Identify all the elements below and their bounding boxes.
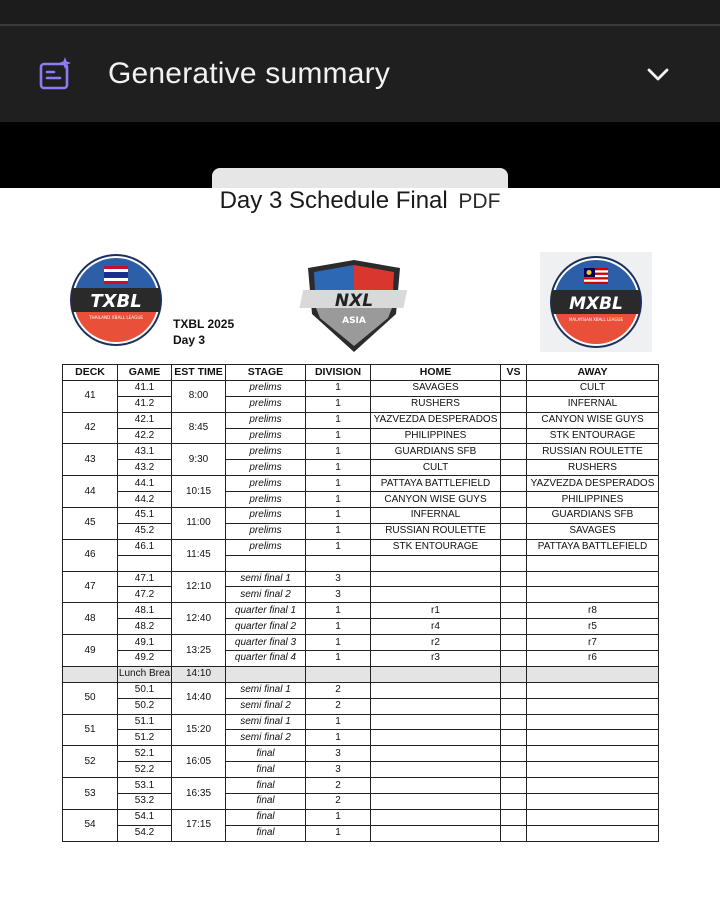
chevron-down-icon[interactable] bbox=[644, 60, 672, 88]
vs-cell bbox=[501, 444, 527, 460]
stage-cell: semi final 1 bbox=[226, 571, 306, 587]
table-row bbox=[63, 714, 659, 730]
table-row bbox=[63, 603, 659, 619]
col-header: DIVISION bbox=[306, 365, 371, 381]
away-team-cell: CULT bbox=[527, 380, 659, 396]
vs-cell bbox=[501, 698, 527, 714]
away-team-cell: SAVAGES bbox=[527, 523, 659, 539]
vs-cell bbox=[501, 412, 527, 428]
nxl-logo-sub: ASIA bbox=[342, 316, 366, 326]
away-team-cell bbox=[527, 730, 659, 746]
home-team-cell bbox=[371, 555, 501, 571]
table-row bbox=[63, 746, 659, 762]
game-cell: 53.2 bbox=[118, 794, 172, 810]
away-team-cell bbox=[527, 682, 659, 698]
game-cell: 43.2 bbox=[118, 460, 172, 476]
home-team-cell: STK ENTOURAGE bbox=[371, 539, 501, 555]
division-cell: 1 bbox=[306, 508, 371, 524]
away-team-cell: INFERNAL bbox=[527, 396, 659, 412]
nxl-logo-text: NXL bbox=[334, 291, 374, 311]
vs-cell bbox=[501, 380, 527, 396]
est-time-cell: 17:15 bbox=[172, 809, 226, 841]
division-cell: 2 bbox=[306, 682, 371, 698]
division-cell: 1 bbox=[306, 825, 371, 841]
stage-cell: final bbox=[226, 762, 306, 778]
deck-cell: 47 bbox=[63, 571, 118, 603]
division-cell: 1 bbox=[306, 380, 371, 396]
division-cell: 1 bbox=[306, 635, 371, 651]
mxbl-logo-text: MXBL bbox=[569, 294, 623, 314]
lunch-time: 14:10 bbox=[172, 666, 226, 682]
home-team-cell: CANYON WISE GUYS bbox=[371, 492, 501, 508]
lunch-empty-cell bbox=[501, 666, 527, 682]
home-team-cell bbox=[371, 746, 501, 762]
deck-cell: 51 bbox=[63, 714, 118, 746]
stage-cell: quarter final 1 bbox=[226, 603, 306, 619]
table-row bbox=[63, 825, 659, 841]
home-team-cell bbox=[371, 778, 501, 794]
vs-cell bbox=[501, 555, 527, 571]
lunch-empty-cell bbox=[527, 666, 659, 682]
away-team-cell bbox=[527, 809, 659, 825]
home-team-cell: PATTAYA BATTLEFIELD bbox=[371, 476, 501, 492]
away-team-cell: PHILIPPINES bbox=[527, 492, 659, 508]
away-team-cell: RUSSIAN ROULETTE bbox=[527, 444, 659, 460]
league-day: Day 3 bbox=[173, 333, 206, 347]
vs-cell bbox=[501, 778, 527, 794]
game-cell: 42.1 bbox=[118, 412, 172, 428]
away-team-cell: PATTAYA BATTLEFIELD bbox=[527, 539, 659, 555]
home-team-cell bbox=[371, 730, 501, 746]
header-title: Generative summary bbox=[108, 57, 391, 90]
division-cell: 1 bbox=[306, 651, 371, 667]
away-team-cell: r5 bbox=[527, 619, 659, 635]
away-team-cell bbox=[527, 794, 659, 810]
deck-cell: 48 bbox=[63, 603, 118, 635]
vs-cell bbox=[501, 682, 527, 698]
game-cell: 54.1 bbox=[118, 809, 172, 825]
league-name: TXBL 2025 bbox=[173, 317, 235, 331]
league-info bbox=[173, 316, 234, 348]
stage-cell: prelims bbox=[226, 460, 306, 476]
vs-cell bbox=[501, 539, 527, 555]
home-team-cell bbox=[371, 714, 501, 730]
table-row bbox=[63, 380, 659, 396]
est-time-cell: 16:05 bbox=[172, 746, 226, 778]
est-time-cell: 8:00 bbox=[172, 380, 226, 412]
game-cell: 52.1 bbox=[118, 746, 172, 762]
away-team-cell bbox=[527, 714, 659, 730]
game-cell: 41.2 bbox=[118, 396, 172, 412]
division-cell: 3 bbox=[306, 571, 371, 587]
vs-cell bbox=[501, 746, 527, 762]
table-row bbox=[63, 635, 659, 651]
vs-cell bbox=[501, 619, 527, 635]
table-row bbox=[63, 523, 659, 539]
home-team-cell: r4 bbox=[371, 619, 501, 635]
table-row bbox=[63, 539, 659, 555]
stage-cell: semi final 2 bbox=[226, 698, 306, 714]
vs-cell bbox=[501, 635, 527, 651]
vs-cell bbox=[501, 714, 527, 730]
game-cell: 50.2 bbox=[118, 698, 172, 714]
table-row bbox=[63, 762, 659, 778]
stage-cell: quarter final 3 bbox=[226, 635, 306, 651]
game-cell: 53.1 bbox=[118, 778, 172, 794]
deck-cell: 44 bbox=[63, 476, 118, 508]
home-team-cell: SAVAGES bbox=[371, 380, 501, 396]
away-team-cell: r7 bbox=[527, 635, 659, 651]
table-row bbox=[63, 682, 659, 698]
game-cell: 44.1 bbox=[118, 476, 172, 492]
division-cell: 1 bbox=[306, 603, 371, 619]
status-bar bbox=[0, 0, 720, 26]
vs-cell bbox=[501, 809, 527, 825]
table-row bbox=[63, 587, 659, 603]
table-row bbox=[63, 508, 659, 524]
mxbl-logo bbox=[540, 252, 652, 352]
vs-cell bbox=[501, 476, 527, 492]
table-row bbox=[63, 571, 659, 587]
away-team-cell: YAZVEZDA DESPERADOS bbox=[527, 476, 659, 492]
table-row bbox=[63, 476, 659, 492]
division-cell: 1 bbox=[306, 444, 371, 460]
stage-cell: prelims bbox=[226, 380, 306, 396]
est-time-cell: 10:15 bbox=[172, 476, 226, 508]
table-row bbox=[63, 619, 659, 635]
stage-cell bbox=[226, 555, 306, 571]
document-title bbox=[0, 186, 720, 217]
division-cell: 1 bbox=[306, 730, 371, 746]
home-team-cell bbox=[371, 571, 501, 587]
summary-header[interactable] bbox=[0, 26, 720, 122]
lunch-break-row bbox=[63, 666, 659, 682]
away-team-cell bbox=[527, 762, 659, 778]
away-team-cell bbox=[527, 587, 659, 603]
division-cell: 1 bbox=[306, 523, 371, 539]
mxbl-logo-sub: MALAYSIAN XBALL LEAGUE bbox=[568, 317, 624, 322]
game-cell: 48.2 bbox=[118, 619, 172, 635]
game-cell: 52.2 bbox=[118, 762, 172, 778]
away-team-cell: CANYON WISE GUYS bbox=[527, 412, 659, 428]
col-header: DECK bbox=[63, 365, 118, 381]
division-cell: 2 bbox=[306, 698, 371, 714]
col-header: GAME bbox=[118, 365, 172, 381]
vs-cell bbox=[501, 762, 527, 778]
away-team-cell: r8 bbox=[527, 603, 659, 619]
stage-cell: final bbox=[226, 809, 306, 825]
stage-cell: final bbox=[226, 778, 306, 794]
table-row bbox=[63, 492, 659, 508]
game-cell: 45.1 bbox=[118, 508, 172, 524]
deck-cell: 49 bbox=[63, 635, 118, 667]
stage-cell: final bbox=[226, 746, 306, 762]
home-team-cell: r3 bbox=[371, 651, 501, 667]
game-cell: 46.1 bbox=[118, 539, 172, 555]
est-time-cell: 16:35 bbox=[172, 778, 226, 810]
stage-cell: prelims bbox=[226, 508, 306, 524]
deck-cell: 53 bbox=[63, 778, 118, 810]
home-team-cell bbox=[371, 587, 501, 603]
away-team-cell bbox=[527, 746, 659, 762]
stage-cell: prelims bbox=[226, 539, 306, 555]
home-team-cell: RUSSIAN ROULETTE bbox=[371, 523, 501, 539]
division-cell bbox=[306, 555, 371, 571]
table-row bbox=[63, 460, 659, 476]
table-row bbox=[63, 428, 659, 444]
home-team-cell bbox=[371, 762, 501, 778]
est-time-cell: 12:40 bbox=[172, 603, 226, 635]
lunch-empty-cell bbox=[306, 666, 371, 682]
division-cell: 3 bbox=[306, 587, 371, 603]
document-extension: PDF bbox=[458, 190, 501, 213]
vs-cell bbox=[501, 428, 527, 444]
game-cell: 47.1 bbox=[118, 571, 172, 587]
stage-cell: semi final 1 bbox=[226, 714, 306, 730]
stage-cell: final bbox=[226, 825, 306, 841]
away-team-cell bbox=[527, 571, 659, 587]
deck-cell: 42 bbox=[63, 412, 118, 444]
stage-cell: semi final 1 bbox=[226, 682, 306, 698]
away-team-cell bbox=[527, 825, 659, 841]
stage-cell: prelims bbox=[226, 492, 306, 508]
est-time-cell: 13:25 bbox=[172, 635, 226, 667]
home-team-cell: YAZVEZDA DESPERADOS bbox=[371, 412, 501, 428]
division-cell: 1 bbox=[306, 476, 371, 492]
stage-cell: semi final 2 bbox=[226, 587, 306, 603]
vs-cell bbox=[501, 825, 527, 841]
game-cell: 44.2 bbox=[118, 492, 172, 508]
vs-cell bbox=[501, 794, 527, 810]
vs-cell bbox=[501, 587, 527, 603]
table-row bbox=[63, 412, 659, 428]
game-cell: 41.1 bbox=[118, 380, 172, 396]
home-team-cell bbox=[371, 682, 501, 698]
vs-cell bbox=[501, 396, 527, 412]
away-team-cell bbox=[527, 698, 659, 714]
vs-cell bbox=[501, 508, 527, 524]
division-cell: 3 bbox=[306, 762, 371, 778]
home-team-cell: INFERNAL bbox=[371, 508, 501, 524]
vs-cell bbox=[501, 492, 527, 508]
stage-cell: quarter final 2 bbox=[226, 619, 306, 635]
deck-cell: 54 bbox=[63, 809, 118, 841]
stage-cell: prelims bbox=[226, 396, 306, 412]
stage-cell: prelims bbox=[226, 523, 306, 539]
home-team-cell bbox=[371, 809, 501, 825]
stage-cell: prelims bbox=[226, 476, 306, 492]
stage-cell: semi final 2 bbox=[226, 730, 306, 746]
col-header: HOME bbox=[371, 365, 501, 381]
home-team-cell bbox=[371, 794, 501, 810]
home-team-cell: r2 bbox=[371, 635, 501, 651]
schedule-table bbox=[62, 364, 659, 842]
away-team-cell: r6 bbox=[527, 651, 659, 667]
table-row bbox=[63, 555, 659, 571]
deck-cell: 50 bbox=[63, 682, 118, 714]
col-header: EST TIME bbox=[172, 365, 226, 381]
vs-cell bbox=[501, 730, 527, 746]
game-cell: 54.2 bbox=[118, 825, 172, 841]
sparkle-note-icon[interactable] bbox=[38, 56, 74, 92]
deck-cell: 41 bbox=[63, 380, 118, 412]
home-team-cell: PHILIPPINES bbox=[371, 428, 501, 444]
deck-cell: 46 bbox=[63, 539, 118, 571]
col-header: VS bbox=[501, 365, 527, 381]
stage-cell: final bbox=[226, 794, 306, 810]
away-team-cell bbox=[527, 555, 659, 571]
stage-cell: prelims bbox=[226, 412, 306, 428]
division-cell: 1 bbox=[306, 714, 371, 730]
away-team-cell: STK ENTOURAGE bbox=[527, 428, 659, 444]
table-row bbox=[63, 396, 659, 412]
table-row bbox=[63, 651, 659, 667]
nxl-asia-logo bbox=[294, 258, 414, 354]
est-time-cell: 12:10 bbox=[172, 571, 226, 603]
lunch-empty-cell bbox=[371, 666, 501, 682]
deck-cell: 52 bbox=[63, 746, 118, 778]
division-cell: 2 bbox=[306, 778, 371, 794]
game-cell: 47.2 bbox=[118, 587, 172, 603]
vs-cell bbox=[501, 603, 527, 619]
table-header-row bbox=[63, 365, 659, 381]
game-cell: 48.1 bbox=[118, 603, 172, 619]
division-cell: 1 bbox=[306, 619, 371, 635]
stage-cell: prelims bbox=[226, 428, 306, 444]
game-cell: 50.1 bbox=[118, 682, 172, 698]
vs-cell bbox=[501, 571, 527, 587]
vs-cell bbox=[501, 523, 527, 539]
division-cell: 1 bbox=[306, 809, 371, 825]
game-cell: 51.2 bbox=[118, 730, 172, 746]
vs-cell bbox=[501, 651, 527, 667]
est-time-cell: 11:45 bbox=[172, 539, 226, 571]
table-row bbox=[63, 794, 659, 810]
est-time-cell: 8:45 bbox=[172, 412, 226, 444]
away-team-cell bbox=[527, 778, 659, 794]
division-cell: 1 bbox=[306, 492, 371, 508]
division-cell: 1 bbox=[306, 539, 371, 555]
home-team-cell: CULT bbox=[371, 460, 501, 476]
deck-cell: 45 bbox=[63, 508, 118, 540]
est-time-cell: 14:40 bbox=[172, 682, 226, 714]
table-row bbox=[63, 809, 659, 825]
col-header: STAGE bbox=[226, 365, 306, 381]
txbl-logo-sub: THAILAND XBALL LEAGUE bbox=[88, 315, 144, 320]
division-cell: 1 bbox=[306, 460, 371, 476]
lunch-deck-cell bbox=[63, 666, 118, 682]
division-cell: 2 bbox=[306, 794, 371, 810]
division-cell: 1 bbox=[306, 428, 371, 444]
lunch-label: Lunch Brea bbox=[118, 666, 172, 682]
stage-cell: quarter final 4 bbox=[226, 651, 306, 667]
game-cell: 43.1 bbox=[118, 444, 172, 460]
est-time-cell: 9:30 bbox=[172, 444, 226, 476]
game-cell: 42.2 bbox=[118, 428, 172, 444]
table-row bbox=[63, 778, 659, 794]
est-time-cell: 11:00 bbox=[172, 508, 226, 540]
txbl-logo bbox=[62, 252, 170, 348]
table-row bbox=[63, 698, 659, 714]
deck-cell: 43 bbox=[63, 444, 118, 476]
txbl-logo-text: TXBL bbox=[90, 291, 142, 312]
home-team-cell: RUSHERS bbox=[371, 396, 501, 412]
home-team-cell bbox=[371, 825, 501, 841]
vs-cell bbox=[501, 460, 527, 476]
division-cell: 1 bbox=[306, 412, 371, 428]
home-team-cell: r1 bbox=[371, 603, 501, 619]
col-header: AWAY bbox=[527, 365, 659, 381]
away-team-cell: RUSHERS bbox=[527, 460, 659, 476]
home-team-cell bbox=[371, 698, 501, 714]
away-team-cell: GUARDIANS SFB bbox=[527, 508, 659, 524]
table-row bbox=[63, 444, 659, 460]
lunch-empty-cell bbox=[226, 666, 306, 682]
document-title-text: Day 3 Schedule Final bbox=[219, 187, 448, 214]
est-time-cell: 15:20 bbox=[172, 714, 226, 746]
home-team-cell: GUARDIANS SFB bbox=[371, 444, 501, 460]
division-cell: 1 bbox=[306, 396, 371, 412]
game-cell: 51.1 bbox=[118, 714, 172, 730]
game-cell bbox=[118, 555, 172, 571]
table-row bbox=[63, 730, 659, 746]
game-cell: 49.1 bbox=[118, 635, 172, 651]
stage-cell: prelims bbox=[226, 444, 306, 460]
game-cell: 49.2 bbox=[118, 651, 172, 667]
division-cell: 3 bbox=[306, 746, 371, 762]
game-cell: 45.2 bbox=[118, 523, 172, 539]
